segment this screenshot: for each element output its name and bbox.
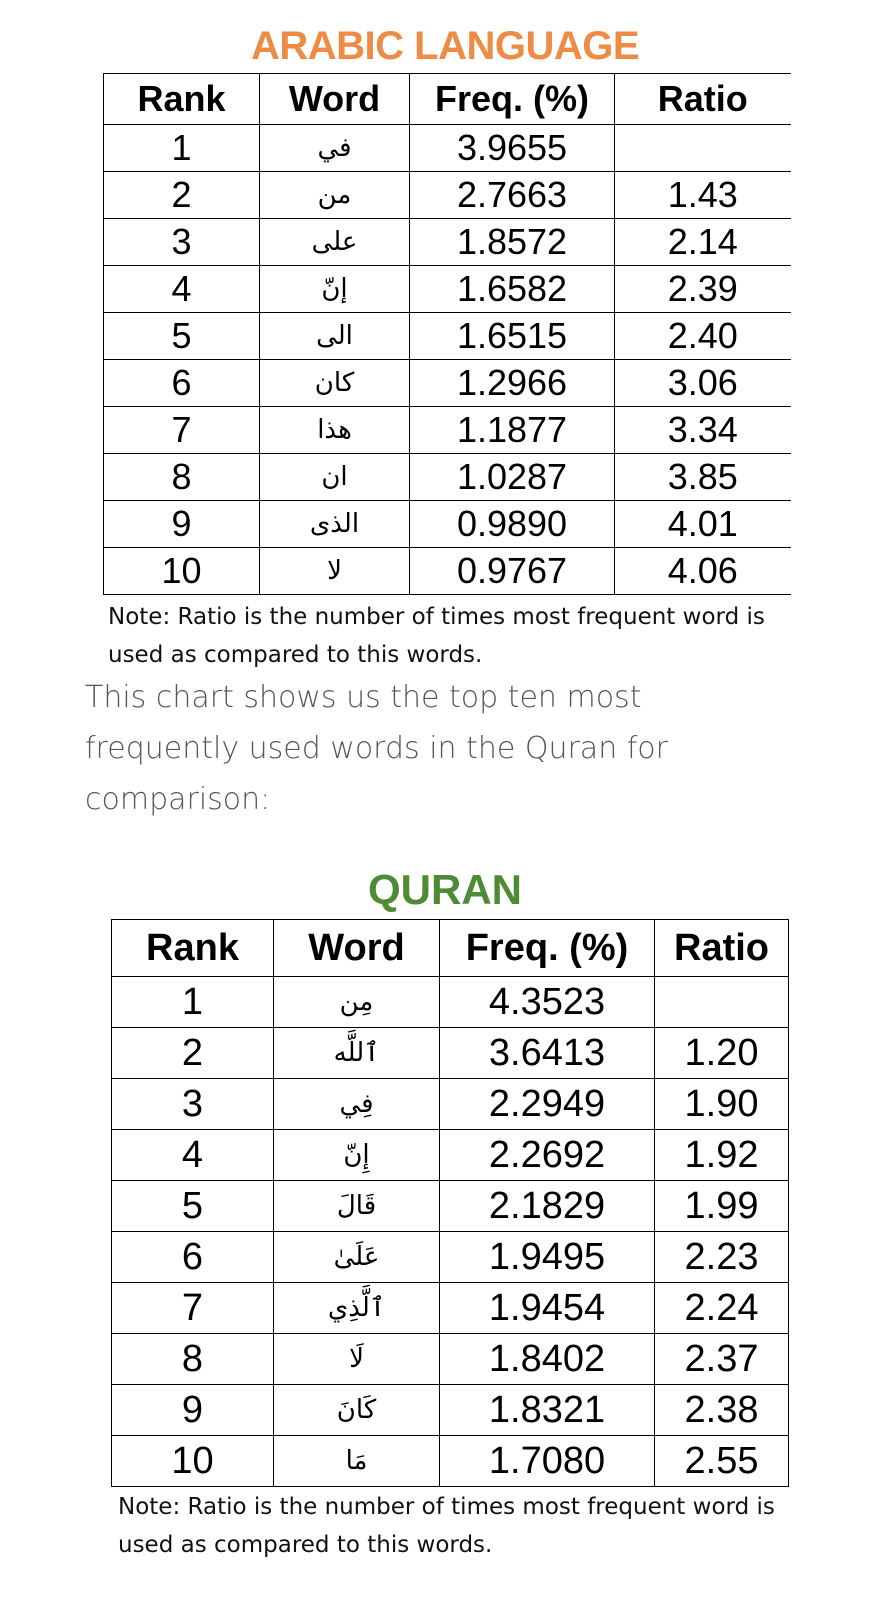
table-row [112,1232,789,1283]
ratio-cell: 4.01 [615,501,791,548]
word-cell: الذى [260,501,410,548]
arabic-table-note: Note: Ratio is the number of times most frequent word is used as compared to this words. [108,604,765,668]
freq-cell: 1.8402 [440,1334,655,1385]
ratio-cell: 2.40 [615,313,791,360]
freq-cell: 0.9890 [410,501,615,548]
rank-cell: 7 [112,1283,274,1334]
freq-cell: 2.2692 [440,1130,655,1181]
rank-cell: 9 [112,1385,274,1436]
word-cell: إِنّ [274,1130,440,1181]
word-cell: في [260,125,410,172]
header-ratio: Ratio [615,74,791,125]
ratio-cell: 2.38 [655,1385,789,1436]
header-rank: Rank [104,74,260,125]
quran-frequency-table [111,919,789,1487]
word-cell: ٱللَّه [274,1028,440,1079]
table-row [112,1436,789,1487]
rank-cell: 1 [112,977,274,1028]
word-cell: عَلَىٰ [274,1232,440,1283]
freq-cell: 2.7663 [410,172,615,219]
table-row [112,1028,789,1079]
table-row [104,219,791,266]
table-row [112,977,789,1028]
ratio-cell: 2.23 [655,1232,789,1283]
header-ratio: Ratio [655,920,789,977]
rank-cell: 5 [112,1181,274,1232]
ratio-cell: 2.37 [655,1334,789,1385]
freq-cell: 1.2966 [410,360,615,407]
table-row [104,548,791,595]
word-cell: على [260,219,410,266]
ratio-cell [655,977,789,1028]
table-row [104,313,791,360]
freq-cell: 0.9767 [410,548,615,595]
header-freq: Freq. (%) [410,74,615,125]
rank-cell: 6 [112,1232,274,1283]
freq-cell: 3.9655 [410,125,615,172]
ratio-cell: 2.39 [615,266,791,313]
freq-cell: 1.1877 [410,407,615,454]
ratio-cell: 1.99 [655,1181,789,1232]
word-cell: لا [260,548,410,595]
ratio-cell: 3.34 [615,407,791,454]
rank-cell: 4 [104,266,260,313]
word-cell: فِي [274,1079,440,1130]
freq-cell: 4.3523 [440,977,655,1028]
table-row [104,454,791,501]
rank-cell: 2 [112,1028,274,1079]
rank-cell: 3 [112,1079,274,1130]
rank-cell: 7 [104,407,260,454]
freq-cell: 1.8321 [440,1385,655,1436]
table-row [104,266,791,313]
rank-cell: 3 [104,219,260,266]
table-header-row [112,920,789,977]
freq-cell: 1.0287 [410,454,615,501]
word-cell: لَا [274,1334,440,1385]
rank-cell: 10 [112,1436,274,1487]
word-cell: مِن [274,977,440,1028]
table-row [104,360,791,407]
rank-cell: 5 [104,313,260,360]
ratio-cell: 3.06 [615,360,791,407]
freq-cell: 1.9495 [440,1232,655,1283]
word-cell: مَا [274,1436,440,1487]
header-freq: Freq. (%) [440,920,655,977]
word-cell: كان [260,360,410,407]
freq-cell: 2.2949 [440,1079,655,1130]
word-cell: هذا [260,407,410,454]
ratio-cell: 4.06 [615,548,791,595]
ratio-cell [615,125,791,172]
ratio-cell: 2.24 [655,1283,789,1334]
table-row [112,1385,789,1436]
ratio-cell: 1.20 [655,1028,789,1079]
ratio-cell: 1.43 [615,172,791,219]
word-cell: كَانَ [274,1385,440,1436]
word-cell: ان [260,454,410,501]
table-row [112,1334,789,1385]
ratio-cell: 1.90 [655,1079,789,1130]
ratio-cell: 2.55 [655,1436,789,1487]
rank-cell: 4 [112,1130,274,1181]
table-row [112,1130,789,1181]
table-row [112,1181,789,1232]
freq-cell: 1.8572 [410,219,615,266]
arabic-frequency-table [103,73,791,595]
word-cell: إنّ [260,266,410,313]
freq-cell: 1.6515 [410,313,615,360]
freq-cell: 1.7080 [440,1436,655,1487]
rank-cell: 10 [104,548,260,595]
word-cell: ٱلَّذِي [274,1283,440,1334]
ratio-cell: 1.92 [655,1130,789,1181]
table-row [104,125,791,172]
header-word: Word [260,74,410,125]
table-row [112,1283,789,1334]
comparison-paragraph: This chart shows us the top ten most frequently used words in the Quran for comparison: [85,680,668,817]
table-row [104,407,791,454]
table-header-row [104,74,791,125]
rank-cell: 6 [104,360,260,407]
rank-cell: 8 [112,1334,274,1385]
rank-cell: 1 [104,125,260,172]
word-cell: الى [260,313,410,360]
quran-table-note: Note: Ratio is the number of times most frequent word is used as compared to this words. [118,1494,775,1558]
quran-table-title: QURAN [368,866,522,913]
ratio-cell: 2.14 [615,219,791,266]
word-cell: من [260,172,410,219]
rank-cell: 2 [104,172,260,219]
rank-cell: 9 [104,501,260,548]
freq-cell: 3.6413 [440,1028,655,1079]
arabic-table-title: ARABIC LANGUAGE [250,24,640,68]
table-row [112,1079,789,1130]
freq-cell: 2.1829 [440,1181,655,1232]
ratio-cell: 3.85 [615,454,791,501]
word-cell: قَالَ [274,1181,440,1232]
rank-cell: 8 [104,454,260,501]
header-rank: Rank [112,920,274,977]
freq-cell: 1.9454 [440,1283,655,1334]
table-row [104,172,791,219]
header-word: Word [274,920,440,977]
freq-cell: 1.6582 [410,266,615,313]
table-row [104,501,791,548]
